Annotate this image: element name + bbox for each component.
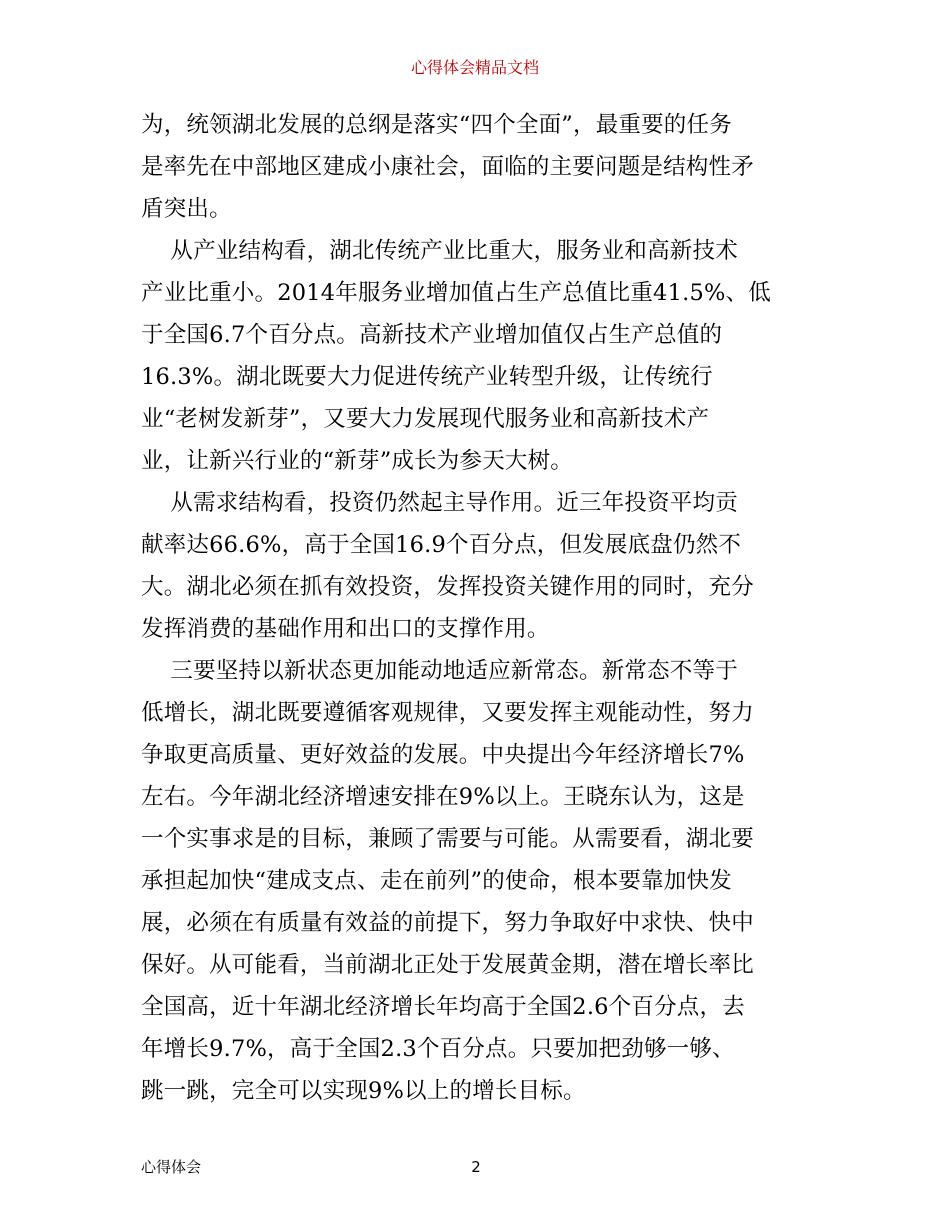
page-number: 2: [471, 1158, 481, 1176]
body-line: 业“老树发新芽”，又要大力发展现代服务业和高新技术产: [141, 406, 710, 432]
body-line: 盾突出。: [141, 196, 232, 222]
body-line: 16.3%。湖北既要大力促进传统产业转型升级，让传统行: [141, 364, 713, 390]
body-line: 发挥消费的基础作用和出口的支撑作用。: [141, 616, 550, 642]
body-line: 献率达66.6%，高于全国16.9个百分点，但发展底盘仍然不: [141, 532, 742, 558]
body-line: 跳一跳，完全可以实现9%以上的增长目标。: [141, 1078, 586, 1104]
body-line: 低增长，湖北既要遵循客观规律，又要发挥主观能动性，努力: [141, 700, 754, 726]
body-line: 承担起加快“建成支点、走在前列”的使命，根本要靠加快发: [141, 868, 732, 894]
body-line: 是率先在中部地区建成小康社会，面临的主要问题是结构性矛: [141, 154, 754, 180]
body-line: 大。湖北必须在抓有效投资，发挥投资关键作用的同时，充分: [141, 574, 754, 600]
body-line: 产业比重小。2014年服务业增加值占生产总值比重41.5%、低: [141, 280, 771, 306]
page-header-title: 心得体会精品文档: [410, 58, 539, 77]
body-line: 三要坚持以新状态更加能动地适应新常态。新常态不等于: [141, 658, 738, 684]
body-line: 左右。今年湖北经济增速安排在9%以上。王晓东认为，这是: [141, 784, 745, 810]
body-line: 从需求结构看，投资仍然起主导作用。近三年投资平均贡: [141, 490, 738, 516]
footer-label: 心得体会: [141, 1158, 202, 1176]
document-body: [141, 104, 813, 1112]
body-line: 年增长9.7%，高于全国2.3个百分点。只要加把劲够一够、: [141, 1036, 735, 1062]
body-line: 为，统领湖北发展的总纲是落实“四个全面”，最重要的任务: [141, 112, 732, 138]
body-line: 于全国6.7个百分点。高新技术产业增加值仅占生产总值的: [141, 322, 723, 348]
body-line: 业，让新兴行业的“新芽”成长为参天大树。: [141, 448, 574, 474]
body-line: 保好。从可能看，当前湖北正处于发展黄金期，潜在增长率比: [141, 952, 754, 978]
body-line: 一个实事求是的目标，兼顾了需要与可能。从需要看，湖北要: [141, 826, 754, 852]
body-line: 全国高，近十年湖北经济增长年均高于全国2.6个百分点，去: [141, 994, 745, 1020]
body-line: 从产业结构看，湖北传统产业比重大，服务业和高新技术: [141, 238, 738, 264]
body-line: 展，必须在有质量有效益的前提下，努力争取好中求快、快中: [141, 910, 754, 936]
body-line: 争取更高质量、更好效益的发展。中央提出今年经济增长7%: [141, 742, 745, 768]
